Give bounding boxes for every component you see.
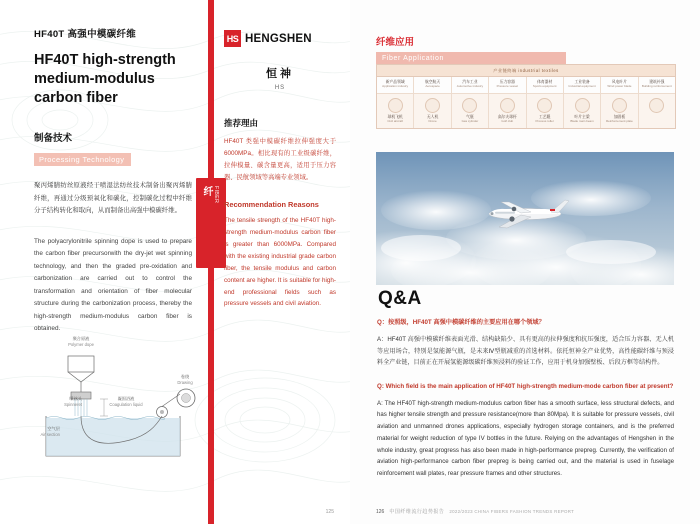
table-cell: 新产品领域 Application industry: [377, 77, 414, 93]
table-cell: 高尔夫球杆 Golf club: [489, 94, 526, 128]
table-cell: 工业装备 Industrial equipment: [564, 77, 601, 93]
section-heading-en: Processing Technology: [34, 153, 131, 166]
table-cell: 叶片主梁 Blade main beam: [564, 94, 601, 128]
application-table: [376, 64, 676, 129]
question-en: Q: Which field is the main application of HF40T high-strength medium-mode carbon fiber at present?: [377, 382, 674, 390]
right-page-number: 126: [376, 509, 385, 515]
table-cell: 风电叶片 Wind power blade: [601, 77, 638, 93]
section-tab-fiber: [196, 178, 226, 268]
brand-name-cn: 恒神: [266, 68, 294, 80]
diagram-label-spinneret: 喷丝头 Spinneret: [64, 396, 82, 407]
recommendation-heading-en: Recommendation Reasons: [224, 199, 319, 209]
diagram-label-drawing: 卷绕 Drawing: [177, 374, 193, 385]
left-page-number: 125: [325, 509, 334, 515]
brand-logo: [224, 30, 336, 47]
body-text-en: The polyacrylonitrile spinning dope is used to prepare the carbon fiber precursorwith the dry-jet wet spinning technology, and then the graded pre-oxidation and carbonization are carried out to control the transformation and orientation of fiber molecular structure during the carbonization process, thereby the high-strength medium-modulus carbon fiber is obtained.: [34, 237, 192, 333]
table-cell: 工艺辊 Process roller: [527, 94, 564, 128]
qa-heading: Q&A: [378, 288, 422, 309]
spinning-process-diagram: [30, 330, 206, 480]
brand-column: [224, 30, 336, 310]
answer-en: A: The HF40T high-strength medium-modulus carbon fiber has a smooth surface, less structural defects, and has higher tensile strength and pressure resistance(more than 80Mpa). It is suitable for pressure vessels, civil aviation and unmanned drones applications, especially hydrogen storage containers, and is the preferred material for weight reduction of type IV bottles in the future. Relying on the advantages of Hengshen in the whole industry, great progress has also been made in high-performance prepreg. Currently, the verification of aviation high-performance carbon fiber prepreg is being carried out, and the material is used in fuselage reinforcement wall plates, rear pressure frames and other structures.: [377, 399, 674, 477]
aircraft-photo: [376, 152, 674, 285]
table-cell: 加固板 Reinforcement plate: [601, 94, 638, 128]
diagram-label-coagulation-liquid: 凝固浴液 Coagulation liquid: [109, 396, 143, 407]
process-roller-icon: [537, 98, 552, 113]
aircraft-photo-svg: [376, 152, 674, 285]
right-page-content: [350, 0, 700, 524]
blade-beam-icon: [575, 98, 590, 113]
drone-icon: [425, 98, 440, 113]
footer-title-en: 2022/2023 CHINA FIBERS FASHION TRENDS REPORT: [449, 509, 575, 514]
hs-mark-icon: HS: [224, 30, 241, 47]
application-table-header: 产业链终端 industrial textiles: [377, 65, 675, 77]
right-page-footer: [376, 508, 574, 515]
fiber-application-title-en: Fiber Application: [376, 52, 566, 64]
left-text-column: [34, 26, 192, 336]
table-cell: 体育器材 Sports equipment: [527, 77, 564, 93]
fiber-application-heading: [376, 34, 566, 64]
footer-title-cn: 中国纤维流行趋势报告: [389, 509, 445, 515]
right-page: [350, 0, 700, 524]
page-title-cn: HF40T 高强中模碳纤维: [34, 29, 137, 40]
recommendation-body-en: The tensile strength of the HF40T high-strength medium-modulus carbon fiber is greater than 6000MPa. Compared with the existing industrial grade carbon fiber, the tensile modulus and carbon content are higher. It is suitable for high-end professional fields such as pressure vessels and civil aviation.: [224, 216, 337, 308]
table-cell: 气瓶 Gas cylinder: [452, 94, 489, 128]
brand-wordmark: HENGSHEN: [245, 32, 312, 45]
brand-name-en: HS: [274, 85, 286, 91]
table-cell: 无人机 Drone: [414, 94, 451, 128]
question-cn: Q：按照级，HF40T 高强中模碳纤维的主要应用在哪个领域？: [377, 319, 545, 326]
recommendation-heading-cn: 推荐理由: [224, 118, 259, 128]
recommendation-body-cn: HF40T 类强中模碳纤维拉伸强度大于 6000MPa。相比现有的工业级碳纤维，拉伸模量、碳含量更高，适用于压力容器、民航领域等高端专业领域。: [224, 138, 336, 181]
qa-content: [377, 318, 674, 480]
reinforcement-plate-icon: [612, 98, 627, 113]
table-cell: 球机飞机 Civil aircraft: [377, 94, 414, 128]
table-cell: 压力容器 Pressure vessel: [489, 77, 526, 93]
application-table-row-icons: [377, 93, 675, 128]
page-title-en: HF40T high-strength medium-modulus carbon fiber: [34, 52, 176, 107]
table-cell: [639, 94, 675, 128]
aircraft-icon: [388, 98, 403, 113]
building-icon: [649, 98, 664, 113]
fiber-application-title-cn: 纤维应用: [376, 37, 415, 48]
section-tab-label-cn: 纤: [201, 186, 212, 197]
table-cell: 汽车工业 Automotive industry: [452, 77, 489, 93]
body-text-cn: 聚丙烯腈纺丝原液经干喷湿法纺丝技术制备出聚丙烯腈纤维，再通过分级预氧化和碳化，控制碳化过程中纤维分子结构转化和取向，从而制备出高强中模碳纤维。: [34, 182, 192, 215]
section-tab-label-en: FIBER: [212, 186, 219, 204]
section-heading-cn: 制备技术: [34, 133, 73, 145]
golf-club-icon: [500, 98, 515, 113]
diagram-label-air-section: 空气层 Air section: [40, 426, 60, 437]
answer-cn: A：HF40T 高强中模碳纤维表面光滑、结构缺陷少、具有更高的拉伸强度和抗压强度，适合压力容器、无人机等应用场合，特别是氢能源气瓶，是未来Ⅳ型瓶减重的首选材料。依托恒神全产业优势，高性能碳纤维与预浸料全产业链，目前正在开展氢能源级碳纤维预浸料的验证工作，应用于机身加强壁板、后段方框等结构件。: [377, 335, 674, 367]
table-cell: 建筑补强 Building reinforcement: [641, 80, 672, 88]
application-table-row-labels: [377, 77, 675, 93]
diagram-label-polymer-dope: 聚合原液 Polymer dope: [68, 336, 94, 347]
table-cell: 航空航天 Aerospace: [414, 77, 451, 93]
gas-cylinder-icon: [462, 98, 477, 113]
